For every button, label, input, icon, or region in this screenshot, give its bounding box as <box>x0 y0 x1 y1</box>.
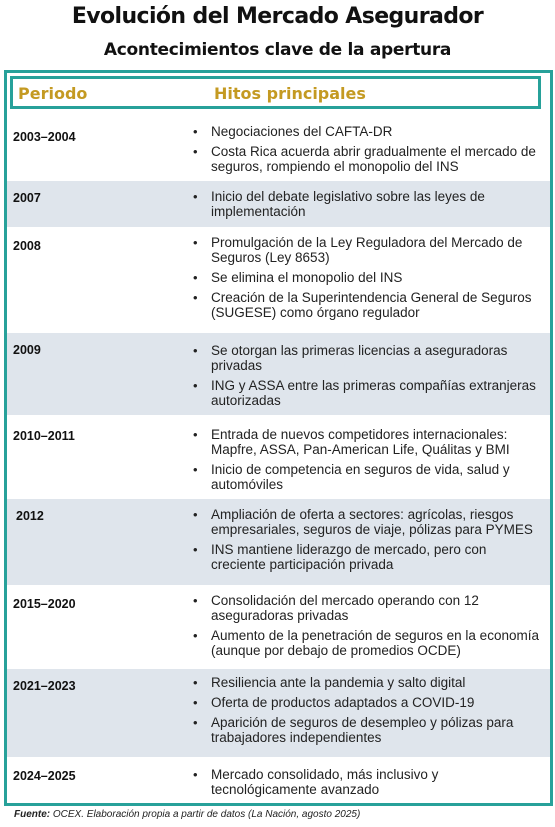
table-row <box>7 333 550 415</box>
list-item: • INS mantiene liderazgo de mercado, pero con creciente participación privada <box>187 542 540 572</box>
list-item: • Se otorgan las primeras licencias a aseguradoras privadas <box>187 343 540 373</box>
table-row <box>7 115 550 181</box>
row-period: 2024–2025 <box>13 769 76 783</box>
row-items <box>187 189 540 224</box>
row-items <box>187 124 540 179</box>
header-hitos: Hitos principales <box>214 84 366 103</box>
header-periodo: Periodo <box>18 84 88 103</box>
table-row <box>7 227 550 333</box>
source-note <box>14 809 360 820</box>
list-item: • Inicio de competencia en seguros de vida, salud y automóviles <box>187 462 540 492</box>
list-item: • Creación de la Superintendencia General de Seguros (SUGESE) como órgano regulador <box>187 290 540 320</box>
source-label: Fuente: <box>14 809 51 820</box>
row-items <box>187 675 540 750</box>
list-item: • Aumento de la penetración de seguros en la economía (aunque por debajo de promedios OCDE) <box>187 628 540 658</box>
source-text: OCEX. Elaboración propia a partir de datos (La Nación, agosto 2025) <box>50 809 361 820</box>
row-items <box>187 235 540 325</box>
list-item: • Negociaciones del CAFTA-DR <box>187 124 540 139</box>
row-period: 2008 <box>13 239 41 253</box>
list-item: • Costa Rica acuerda abrir gradualmente el mercado de seguros, rompiendo el monopolio del INS <box>187 144 540 174</box>
row-period: 2007 <box>13 191 41 205</box>
table-row <box>7 181 550 227</box>
table-row <box>7 499 550 585</box>
row-period: 2010–2011 <box>13 429 75 443</box>
table-row <box>7 669 550 757</box>
table-row <box>7 757 550 803</box>
list-item: • Aparición de seguros de desempleo y pólizas para trabajadores independientes <box>187 715 540 745</box>
row-period: 2003–2004 <box>13 130 76 144</box>
row-items <box>187 767 540 802</box>
page-title: Evolución del Mercado Asegurador <box>71 4 484 29</box>
list-item: • Se elimina el monopolio del INS <box>187 270 540 285</box>
row-items <box>187 427 540 497</box>
list-item: • Oferta de productos adaptados a COVID-19 <box>187 695 540 710</box>
list-item: • Entrada de nuevos competidores internacionales: Mapfre, ASSA, Pan-American Life, Quálitas y BMI <box>187 427 540 457</box>
row-items <box>187 507 540 577</box>
list-item: • Promulgación de la Ley Reguladora del Mercado de Seguros (Ley 8653) <box>187 235 540 265</box>
list-item: • ING y ASSA entre las primeras compañías extranjeras autorizadas <box>187 378 540 408</box>
milestones-table <box>4 70 553 806</box>
row-period: 2021–2023 <box>13 679 76 693</box>
row-items <box>187 343 540 413</box>
table-row <box>7 585 550 669</box>
list-item: • Mercado consolidado, más inclusivo y tecnológicamente avanzado <box>187 767 540 797</box>
list-item: • Resiliencia ante la pandemia y salto digital <box>187 675 540 690</box>
list-item: • Inicio del debate legislativo sobre las leyes de implementación <box>187 189 540 219</box>
table-row <box>7 415 550 499</box>
row-period: 2009 <box>13 343 41 357</box>
page-subtitle: Acontecimientos clave de la apertura <box>103 40 452 60</box>
list-item: • Consolidación del mercado operando con 12 aseguradoras privadas <box>187 593 540 623</box>
row-period: 2012 <box>16 509 44 523</box>
table-header <box>10 76 541 109</box>
list-item: • Ampliación de oferta a sectores: agrícolas, riesgos empresariales, seguros de viaje, pólizas para PYMES <box>187 507 540 537</box>
row-period: 2015–2020 <box>13 597 76 611</box>
row-items <box>187 593 540 663</box>
